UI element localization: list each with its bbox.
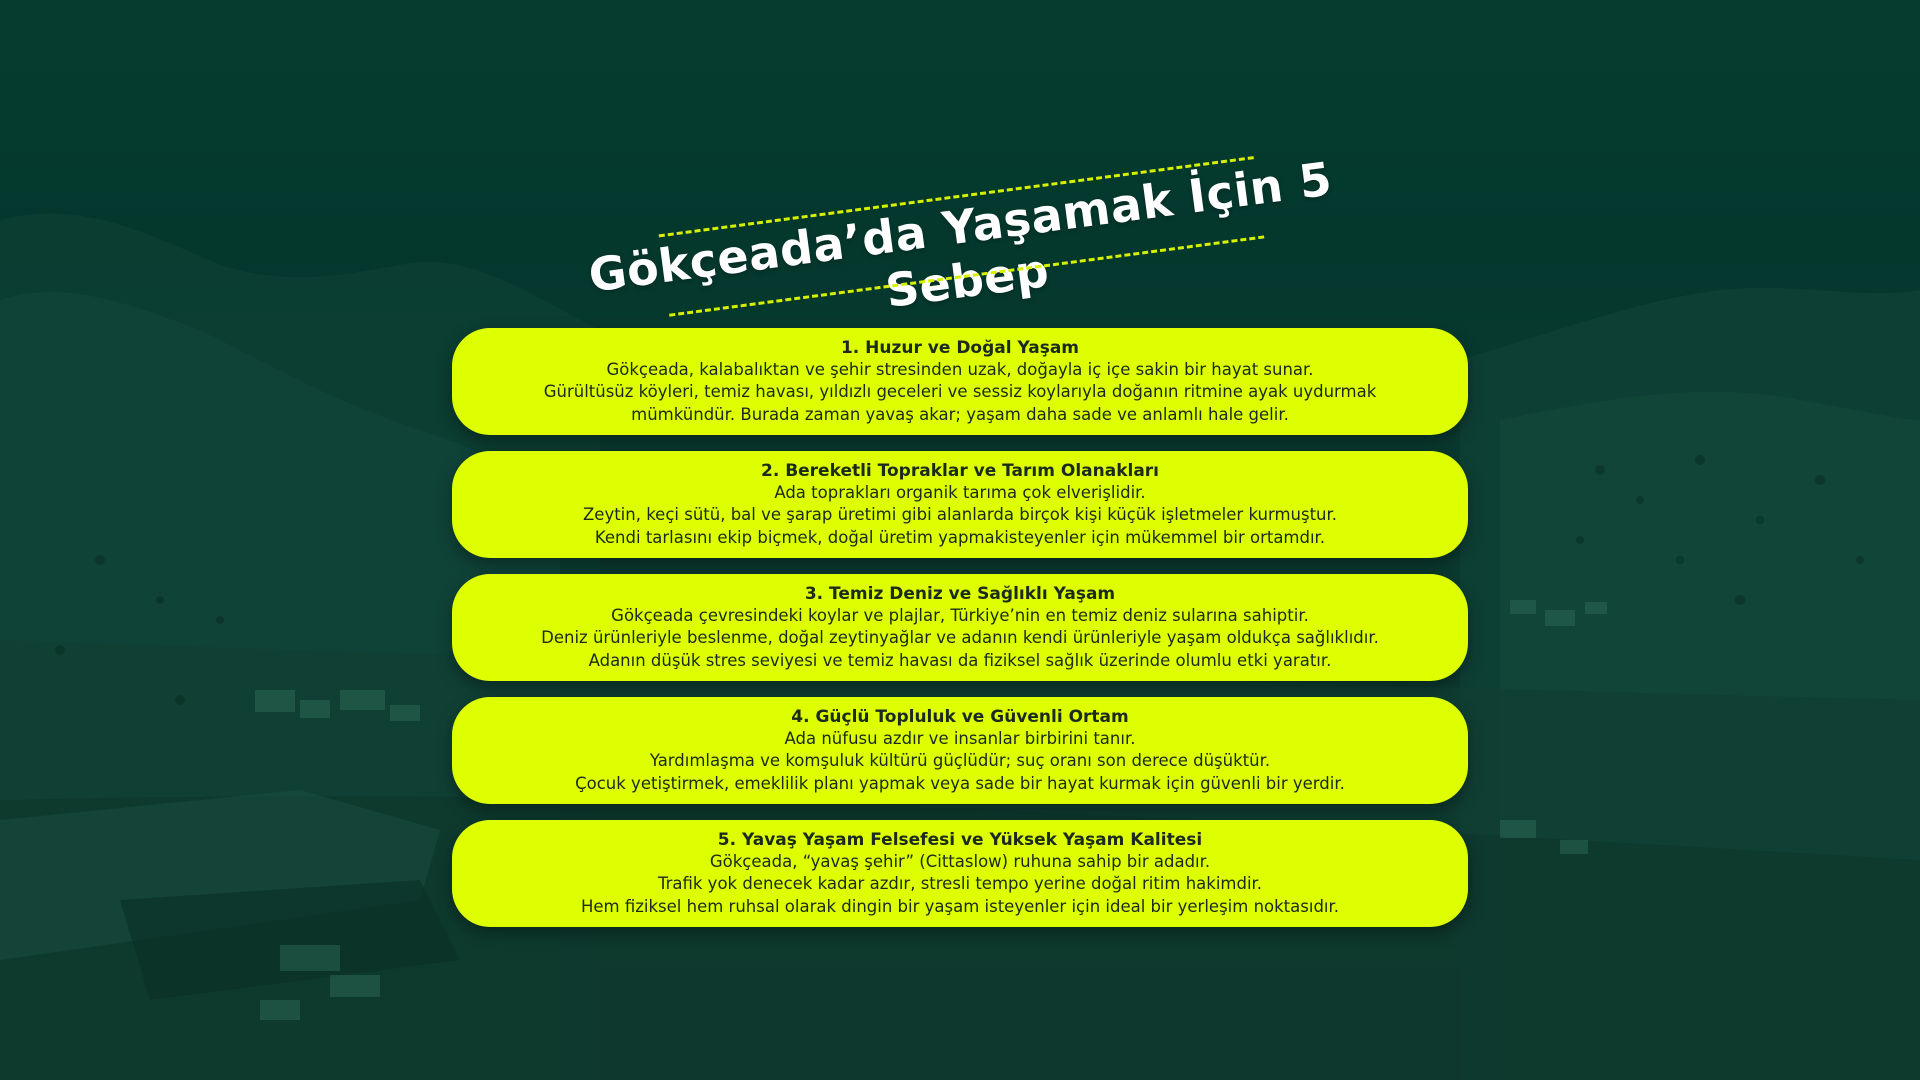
reason-text-line: Yardımlaşma ve komşuluk kültürü güçlüdür; suç oranı son derece düşüktür. (649, 751, 1271, 771)
reason-text-line: Gürültüsüz köyleri, temiz havası, yıldızlı geceleri ve sessiz koylarıyla doğanın ritmine ayak uydurmak (543, 382, 1377, 402)
reason-heading: 5. Yavaş Yaşam Felsefesi ve Yüksek Yaşam Kalitesi (717, 829, 1203, 850)
reason-text-line: Çocuk yetiştirmek, emeklilik planı yapmak veya sade bir hayat kurmak için güvenli bir yerdir. (575, 773, 1345, 793)
reason-text-line: Gökçeada, kalabalıktan ve şehir stresinden uzak, doğayla iç içe sakin bir hayat sunar. (606, 359, 1314, 379)
reason-text-line: Ada toprakları organik tarıma çok elverişlidir. (774, 482, 1146, 502)
reason-text-line: Kendi tarlasını ekip biçmek, doğal üretim yapmakisteyenler için mükemmel bir ortamdır. (594, 527, 1326, 547)
reason-card-3 (452, 574, 1468, 681)
reason-text-line: Gökçeada çevresindeki koylar ve plajlar, Türkiye’nin en temiz deniz sularına sahiptir. (611, 605, 1309, 625)
reason-text-line: mümkündür. Burada zaman yavaş akar; yaşam daha sade ve anlamlı hale gelir. (631, 404, 1289, 424)
reasons-list (452, 328, 1468, 927)
reason-text-line: Adanın düşük stres seviyesi ve temiz havası da fiziksel sağlık üzerinde olumlu etki yaratır. (588, 650, 1332, 670)
page-title: Gökçeada’da Yaşamak İçin 5 Sebep (585, 151, 1336, 318)
reason-text-line: Trafik yok denecek kadar azdır, stresli tempo yerine doğal ritim hakimdir. (657, 874, 1263, 894)
reason-text-line: Gökçeada, “yavaş şehir” (Cittaslow) ruhuna sahip bir adadır. (709, 851, 1211, 871)
reason-heading: 3. Temiz Deniz ve Sağlıklı Yaşam (804, 583, 1116, 604)
reason-card-2 (452, 451, 1468, 558)
reason-card-1 (452, 328, 1468, 435)
reason-text-line: Hem fiziksel hem ruhsal olarak dingin bir yaşam isteyenler için ideal bir yerleşim noktasıdır. (580, 896, 1340, 916)
reason-card-4 (452, 697, 1468, 804)
reason-heading: 1. Huzur ve Doğal Yaşam (840, 337, 1080, 358)
reason-text-line: Ada nüfusu azdır ve insanlar birbirini tanır. (784, 728, 1136, 748)
reason-card-5 (452, 820, 1468, 927)
reason-text-line: Deniz ürünleriyle beslenme, doğal zeytinyağlar ve adanın kendi ürünleriyle yaşam oldukça sağlıklıdır. (541, 628, 1379, 648)
reason-text-line: Zeytin, keçi sütü, bal ve şarap üretimi gibi alanlarda birçok kişi küçük işletmeler kurmuştur. (582, 505, 1338, 525)
reason-heading: 2. Bereketli Topraklar ve Tarım Olanakları (760, 460, 1160, 481)
reason-heading: 4. Güçlü Topluluk ve Güvenli Ortam (791, 706, 1129, 727)
